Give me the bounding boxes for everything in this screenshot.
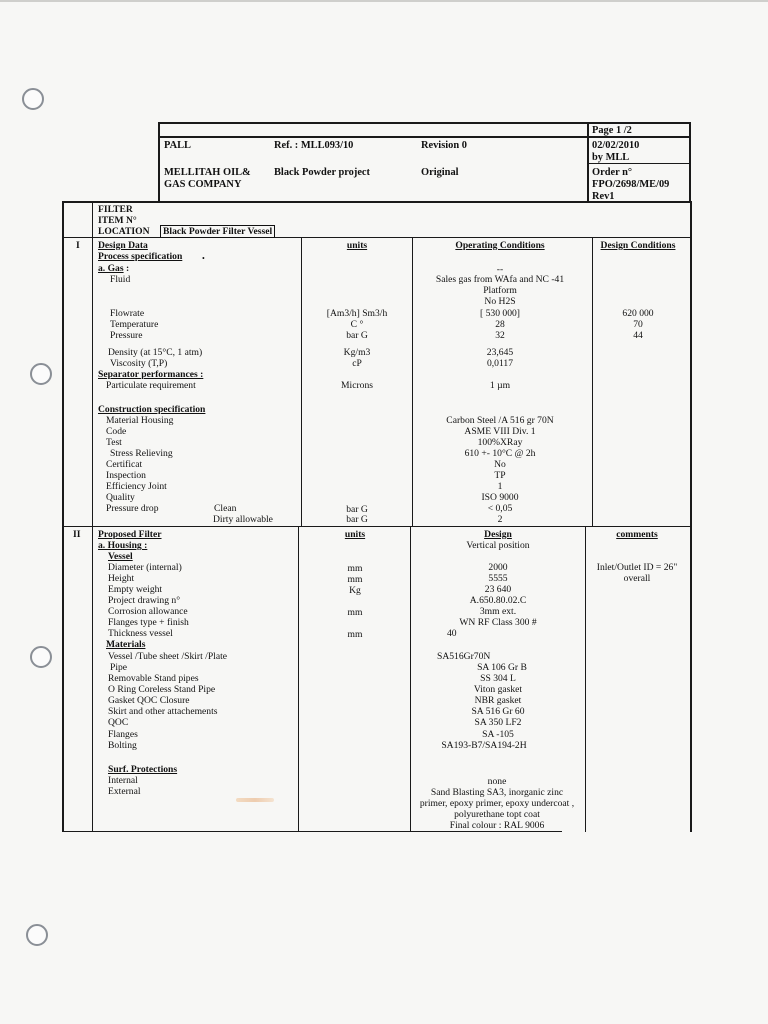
binder-hole xyxy=(22,88,44,110)
row-label: O Ring Coreless Stand Pipe xyxy=(108,684,216,695)
section-number: II xyxy=(73,529,81,540)
header-border xyxy=(158,122,691,124)
cell-value: 44 xyxy=(633,330,643,341)
row-label: Stress Relieving xyxy=(110,448,173,459)
header-border xyxy=(158,122,160,202)
cell-unit: bar G xyxy=(346,330,368,341)
subsection-heading: Materials xyxy=(106,639,146,650)
cell-value: A.650.80.02.C xyxy=(469,595,527,606)
cell-value: SA 106 Gr B xyxy=(477,662,527,673)
cell-value: 3mm ext. xyxy=(479,606,517,617)
row-label: Pressure drop xyxy=(106,503,159,514)
table-border xyxy=(412,238,413,526)
cell-value: none xyxy=(487,776,507,787)
cell-value: WN RF Class 300 # xyxy=(459,617,537,628)
cell-value: 32 xyxy=(495,330,505,341)
row-label: Fluid xyxy=(110,274,131,285)
subsection-heading: a. Housing : xyxy=(98,540,148,551)
cell-value: Platform xyxy=(483,285,517,296)
cell-value: Final colour : RAL 9006 xyxy=(449,820,545,831)
client-name-line1: MELLITAH OIL& xyxy=(164,167,251,178)
header-border xyxy=(689,122,691,202)
cell-value: 40 xyxy=(447,628,457,639)
revision: Revision 0 xyxy=(421,140,467,151)
order-number: FPO/2698/ME/09 xyxy=(592,179,670,190)
cell-value: 620 000 xyxy=(622,308,654,319)
subsection-heading: Construction specification xyxy=(98,404,206,415)
cell-value: Viton gasket xyxy=(473,684,523,695)
binder-hole xyxy=(30,363,52,385)
row-label: Quality xyxy=(106,492,135,503)
table-border xyxy=(92,201,93,832)
row-label: Certificat xyxy=(106,459,143,470)
row-label: Vessel /Tube sheet /Skirt /Plate xyxy=(108,651,228,662)
cell-value: 23 640 xyxy=(484,584,512,595)
location-value: Black Powder Filter Vessel xyxy=(160,225,275,238)
table-border xyxy=(585,527,586,832)
row-label: External xyxy=(108,786,141,797)
cell-comment: Inlet/Outlet ID = 26" xyxy=(596,562,678,573)
cell-value: ASME VIII Div. 1 xyxy=(464,426,536,437)
section-number: I xyxy=(76,240,80,251)
cell-value: 610 +- 10°C @ 2h xyxy=(464,448,536,459)
binder-hole xyxy=(30,646,52,668)
cell-unit: bar G xyxy=(346,504,368,515)
cell-value: Carbon Steel /A 516 gr 70N xyxy=(446,415,554,426)
table-border xyxy=(410,527,411,832)
cell-value: No H2S xyxy=(484,296,516,307)
header-border xyxy=(587,122,589,202)
cell-value: 23,645 xyxy=(486,347,514,358)
subsection-heading: Vessel xyxy=(108,551,133,562)
row-label: Skirt and other attachements xyxy=(108,706,218,717)
cell-unit: mm xyxy=(347,607,363,618)
cell-value: 2000 xyxy=(488,562,508,573)
table-border xyxy=(62,237,692,238)
table-border xyxy=(690,201,692,832)
cell-value: SA 516 Gr 60 xyxy=(471,706,525,717)
document-date: 02/02/2010 xyxy=(592,140,640,151)
row-label: Material Housing xyxy=(106,415,174,426)
cell-value: SS 304 L xyxy=(480,673,516,684)
row-label: Density (at 15°C, 1 atm) xyxy=(108,347,203,358)
row-label: Efficiency Joint xyxy=(106,481,167,492)
project-name: Black Powder project xyxy=(274,167,371,178)
column-header-comments: comments xyxy=(616,529,658,540)
column-header-units: units xyxy=(344,529,366,540)
cell-value: 1 µm xyxy=(489,380,511,391)
order-label: Order n° xyxy=(592,167,633,178)
location-label: LOCATION xyxy=(98,226,150,237)
cell-value: TP xyxy=(494,470,506,481)
table-border xyxy=(298,527,299,832)
item-number-label: ITEM N° xyxy=(98,215,137,226)
cell-value: 5555 xyxy=(488,573,508,584)
cell-value: SA -105 xyxy=(482,729,514,740)
row-label: Flanges type + finish xyxy=(108,617,189,628)
column-header-design: Design xyxy=(484,529,512,540)
subsection-heading: a. Gas : xyxy=(98,263,130,274)
cell-value: < 0,05 xyxy=(487,503,513,514)
cell-value: Sand Blasting SA3, inorganic zinc xyxy=(430,787,564,798)
cell-value: 1 xyxy=(497,481,503,492)
faint-stamp-mark xyxy=(236,798,274,802)
cell-unit: mm xyxy=(347,629,363,640)
client-name-line2: GAS COMPANY xyxy=(164,179,242,190)
row-label: Gasket QOC Closure xyxy=(108,695,190,706)
cell-unit: [Am3/h] Sm3/h xyxy=(326,308,388,319)
table-border xyxy=(592,238,593,526)
prepared-by: by MLL xyxy=(592,152,630,163)
cell-value: NBR gasket xyxy=(474,695,522,706)
table-border xyxy=(62,201,64,832)
page-edge xyxy=(0,0,768,2)
row-label: Flowrate xyxy=(110,308,145,319)
row-label: Test xyxy=(106,437,122,448)
column-header-units: units xyxy=(346,240,368,251)
subsection-heading: Process specification xyxy=(98,251,183,262)
row-label: Project drawing n° xyxy=(108,595,181,606)
row-label: Removable Stand pipes xyxy=(108,673,199,684)
row-label: Corrosion allowance xyxy=(108,606,188,617)
table-border xyxy=(62,831,410,832)
column-header-operating: Operating Conditions xyxy=(455,240,545,251)
cell-unit: Microns xyxy=(341,380,373,391)
bullet-mark: • xyxy=(202,254,205,263)
row-label: Height xyxy=(108,573,135,584)
cell-value: -- xyxy=(496,264,504,275)
table-border xyxy=(410,831,562,832)
section-title: Design Data xyxy=(98,240,148,251)
order-revision: Rev1 xyxy=(592,191,615,202)
row-sublabel: Dirty allowable xyxy=(213,514,273,525)
cell-value: primer, epoxy primer, epoxy undercoat , xyxy=(419,798,575,809)
row-label: Internal xyxy=(108,775,138,786)
row-label: Empty weight xyxy=(108,584,163,595)
cell-value: 2 xyxy=(497,514,503,525)
row-label: Temperature xyxy=(110,319,159,330)
cell-unit: cP xyxy=(352,358,362,369)
cell-unit: C ° xyxy=(350,319,364,330)
cell-value: SA 350 LF2 xyxy=(474,717,522,728)
filter-label: FILTER xyxy=(98,204,133,215)
row-label: Diameter (internal) xyxy=(108,562,182,573)
page-number: Page 1 /2 xyxy=(592,125,632,136)
row-label: Inspection xyxy=(106,470,146,481)
cell-unit: Kg/m3 xyxy=(343,347,371,358)
row-label: Code xyxy=(106,426,127,437)
document-status: Original xyxy=(421,167,459,178)
cell-value: No xyxy=(494,459,506,470)
row-label: QOC xyxy=(108,717,129,728)
company-name: PALL xyxy=(164,140,191,151)
row-label: Pipe xyxy=(110,662,128,673)
row-sublabel: Clean xyxy=(214,503,237,514)
cell-unit: mm xyxy=(347,574,363,585)
cell-unit: Kg xyxy=(349,585,361,596)
subsection-heading: Separator performances : xyxy=(98,369,204,380)
cell-comment: overall xyxy=(623,573,651,584)
table-border xyxy=(62,526,692,527)
row-label: Bolting xyxy=(108,740,137,751)
reference-number: Ref. : MLL093/10 xyxy=(274,140,354,151)
cell-unit: bar G xyxy=(346,514,368,525)
row-label: Pressure xyxy=(110,330,143,341)
binder-hole xyxy=(26,924,48,946)
cell-value: Sales gas from WAfa and NC -41 xyxy=(435,274,565,285)
section-title: Proposed Filter xyxy=(98,529,162,540)
cell-value: 0,0117 xyxy=(486,358,514,369)
cell-value: ISO 9000 xyxy=(481,492,519,503)
cell-value: 70 xyxy=(633,319,643,330)
subsection-heading: Surf. Protections xyxy=(108,764,178,775)
column-header-design: Design Conditions xyxy=(600,240,676,251)
cell-value: SA193-B7/SA194-2H xyxy=(441,740,527,751)
cell-value: Vertical position xyxy=(466,540,530,551)
row-label: Viscosity (T,P) xyxy=(110,358,168,369)
table-border xyxy=(301,238,302,526)
row-label: Flanges xyxy=(108,729,138,740)
row-label: Thickness vessel xyxy=(108,628,173,639)
cell-value: [ 530 000] xyxy=(480,308,520,319)
cell-value: SA516Gr70N xyxy=(437,651,491,662)
row-label: Particulate requirement xyxy=(106,380,196,391)
cell-value: polyurethane topt coat xyxy=(454,809,540,820)
cell-unit: mm xyxy=(347,563,363,574)
cell-value: 28 xyxy=(495,319,505,330)
cell-value: 100%XRay xyxy=(477,437,523,448)
